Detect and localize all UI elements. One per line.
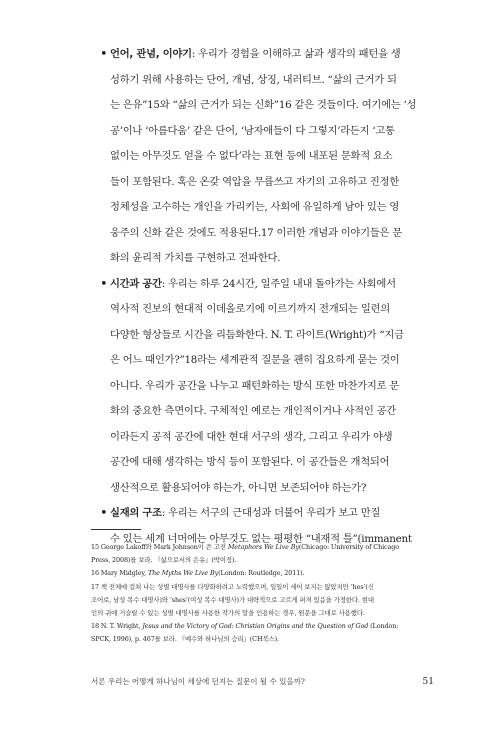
footnote-text: (Chicago: University of Chicago [298, 543, 399, 551]
footnote-text: 17 책 전체에 걸쳐 나는 성별 대명사를 다양화하려고 노력했으며, 일일이 세어 보지는 않았지만 ‘hes’(신 [91, 582, 374, 591]
footnote-line [91, 554, 441, 567]
text-line [110, 425, 434, 451]
text-line [110, 476, 434, 502]
footnote-line [91, 581, 441, 594]
footnote-text: 15 George Lakoff와 Mark Johnson이 쓴 고전 [91, 543, 228, 551]
item-heading: 실재의 구조 [110, 507, 162, 519]
item-text: 정체성을 고수하는 개인을 가리키는, 사회에 유일하게 남아 있는 영 [110, 201, 400, 213]
item-text: 는 은유”15와 “삶의 근거가 되는 신화”16 같은 것들이다. 여기에는 ‘성 [110, 99, 417, 111]
footnote-text: (London: Routledge, 2011). [218, 569, 305, 578]
item-text: : 우리는 하루 24시간, 일주일 내내 돌아가는 사회에서 [161, 277, 396, 290]
running-title: 서론 우리는 어떻게 하나님이 세상에 던지는 질문이 될 수 있을까? [91, 677, 305, 686]
text-line [110, 272, 434, 298]
footnote-line [91, 541, 441, 554]
footnote-line [91, 607, 441, 620]
footnote-text: SPCK, 1996), p. 467를 보라. 『예수와 하나님의 승리』(CH북스). [91, 635, 279, 644]
item-text: : 우리가 경험을 이해하고 삶과 생각의 패턴을 생 [191, 48, 401, 60]
bullet-dot-icon: • [100, 276, 108, 292]
footnote-text: 18 N. T. Wright, [91, 622, 143, 631]
book-title: Metaphors We Live By [227, 543, 299, 551]
footnote-text: 16 Mary Midgley, [91, 569, 148, 578]
text-line [110, 119, 434, 145]
footnote-text: 조어로, 남성 복수 대명사)와 ‘shes’(여성 복수 대명사)가 대략적으로 고르게 퍼져 있음을 가정한다. 현대 [91, 595, 374, 604]
text-line [110, 348, 434, 374]
text-line [110, 450, 434, 476]
text-line [110, 501, 434, 527]
text-line [110, 221, 434, 247]
item-text: : 우리는 서구의 근대성과 더불어 우리가 보고 만질 [161, 507, 381, 519]
footnote-text: (London: [368, 622, 399, 631]
item-text: 역사적 진보의 현대적 이데올로기에 이르기까지 전개되는 일련의 [110, 303, 390, 315]
text-line [110, 42, 434, 68]
item-text: 이라든지 공적 공간에 대한 현대 서구의 생각, 그리고 우리가 야생 [110, 430, 393, 443]
footnote-line [91, 594, 441, 607]
text-line [110, 93, 434, 119]
text-line [110, 399, 434, 425]
item-heading: 시간과 공간 [110, 277, 162, 290]
text-line [110, 323, 434, 349]
item-text: 생산적으로 활용되어야 하는가, 아니면 보존되어야 하는가? [110, 481, 367, 494]
footnotes [91, 541, 441, 647]
text-line [110, 170, 434, 196]
text-line [110, 144, 434, 170]
footnote-line [91, 633, 441, 646]
page-number: 51 [422, 677, 434, 687]
item-text: 들이 포함된다. 혹은 온갖 역압을 무릅쓰고 자기의 고유하고 진정한 [110, 175, 400, 188]
footnote-divider [91, 529, 141, 530]
list-item [102, 42, 434, 272]
bullet-dot-icon: • [100, 47, 108, 62]
text-line [110, 374, 434, 400]
book-title: Jesus and the Victory of God: Christian Origins and the Question of God [142, 622, 369, 631]
item-text: 공간에 대해 생각하는 방식 등이 포함된다. 이 공간들은 개척되어 [110, 456, 390, 468]
item-text: 성하기 위해 사용하는 단어, 개념, 상징, 내러티브. “삶의 근거가 되 [110, 73, 397, 86]
bullet-dot-icon: • [100, 506, 108, 521]
item-text: 아니다. 우리가 공간을 나누고 패턴화하는 방식 또한 마찬가지로 문 [110, 379, 400, 392]
item-heading: 언어, 관념, 이야기 [110, 48, 192, 60]
text-line [110, 297, 434, 323]
item-text: 화의 윤리적 가치를 구현하고 전파한다. [110, 252, 281, 264]
text-line [110, 195, 434, 221]
footnote-text: Press, 2008)를 보라. 『삶으로서의 은유』(박이정). [91, 556, 237, 565]
item-text: 웅주의 신화 같은 것에도 적용된다.17 이러한 개념과 이야기들은 문 [110, 226, 402, 239]
item-text: 다양한 형상들로 시간을 리듬화한다. N. T. 라이트(Wright)가 “지금 [110, 328, 404, 341]
item-text: 없이는 아무것도 얻을 수 없다’라는 표현 등에 내포된 문화적 요소 [110, 150, 393, 162]
footnote-text: 인의 귀에 거슬릴 수 있는 성별 대명사를 사용한 작가의 말을 인용하는 경우, 원문을 그대로 사용했다. [91, 608, 365, 617]
footnote-line [91, 567, 441, 580]
bullet-list [102, 42, 434, 552]
text-line [110, 68, 434, 94]
text-line [110, 246, 434, 272]
list-item [102, 272, 434, 502]
item-text: 수 있는 세계 너머에는 아무것도 없는 평평한 “내재적 틀”(immanent [110, 532, 412, 545]
item-text: 화의 중요한 측면이다. 구체적인 예로는 개인적이거나 사적인 공간 [110, 405, 396, 417]
footnote-line [91, 620, 441, 633]
item-text: 은 어느 때인가?”18라는 세계관적 질문을 괜히 집요하게 묻는 것이 [110, 354, 400, 366]
item-text: 공’이나 ‘아름다움’ 같은 단어, ‘남자애들이 다 그렇지’라든지 ‘고통 [110, 124, 395, 137]
book-title: The Myths We Live By [147, 569, 219, 578]
